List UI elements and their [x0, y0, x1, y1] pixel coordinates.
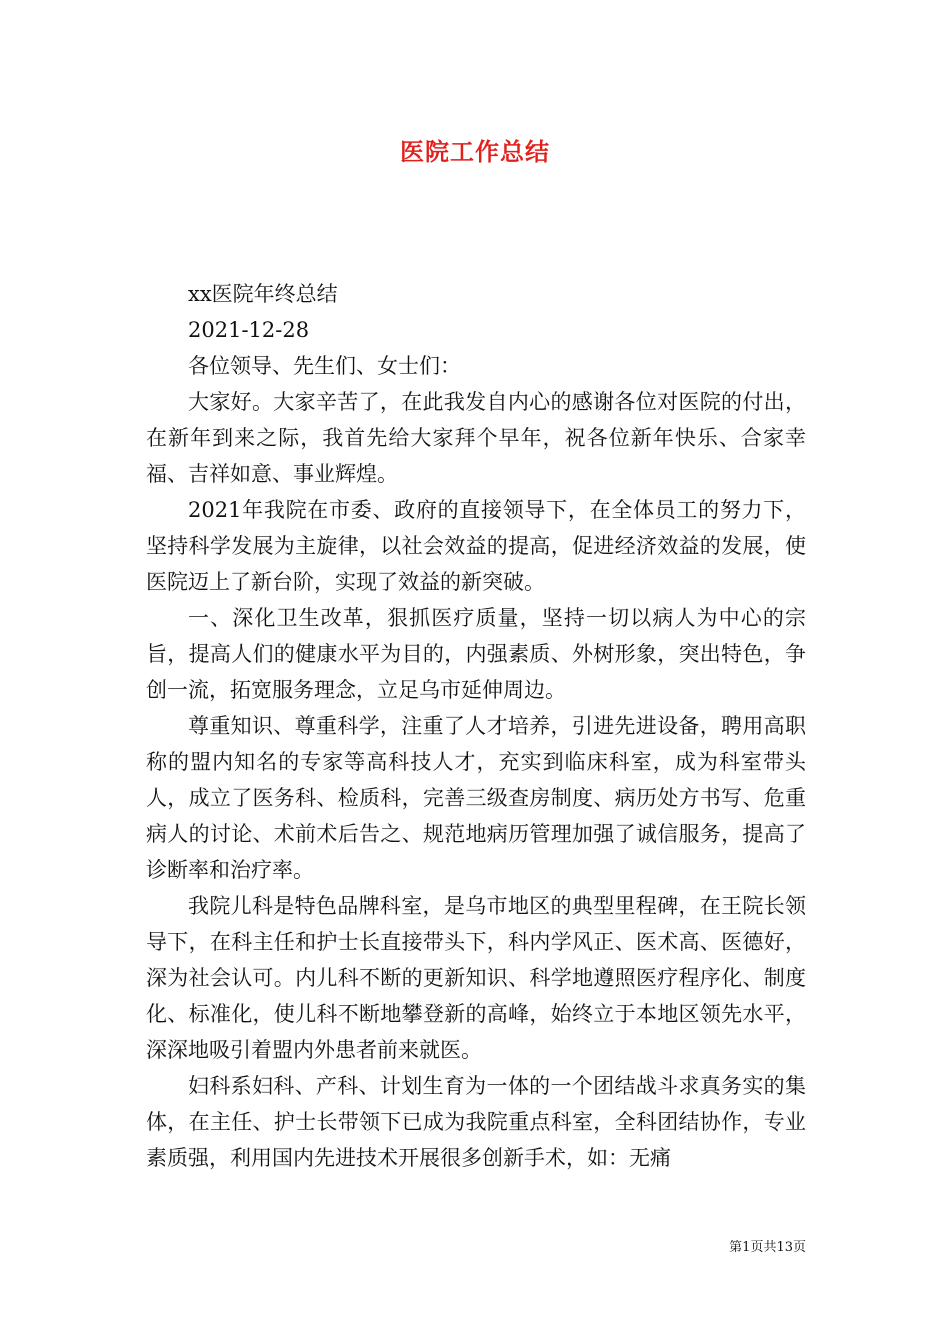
paragraph-greeting: 大家好。大家辛苦了，在此我发自内心的感谢各位对医院的付出，在新年到来之际，我首先给大家拜个早年，祝各位新年快乐、合家幸福、吉祥如意、事业辉煌。: [146, 390, 806, 486]
paragraph-talent: 尊重知识、尊重科学，注重了人才培养，引进先进设备，聘用高职称的盟内知名的专家等高科技人才，充实到临床科室，成为科室带头人，成立了医务科、检质科，完善三级查房制度、病历处方书写、危重病人的讨论、术前术后告之、规范地病历管理加强了诚信服务，提高了诊断率和治疗率。: [146, 714, 806, 882]
paragraph-date: 2021-12-28: [188, 318, 310, 342]
page-number: 第1页共13页: [729, 1240, 806, 1255]
document-body: [146, 276, 806, 1176]
paragraph-overview: 2021年我院在市委、政府的直接领导下，在全体员工的努力下，坚持科学发展为主旋律，以社会效益的提高，促进经济效益的发展，使医院迈上了新台阶，实现了效益的新突破。: [146, 498, 806, 594]
paragraph-pediatrics: 我院儿科是特色品牌科室，是乌市地区的典型里程碑，在王院长领导下，在科主任和护士长直接带头下，科内学风正、医术高、医德好，深为社会认可。内儿科不断的更新知识、科学地遵照医疗程序化、制度化、标准化，使儿科不断地攀登新的高峰，始终立于本地区领先水平，深深地吸引着盟内外患者前来就医。: [146, 894, 806, 1062]
document-title: 医院工作总结: [400, 137, 550, 166]
paragraph-subtitle: xx医院年终总结: [188, 282, 338, 306]
paragraph-salutation: 各位领导、先生们、女士们：: [188, 354, 461, 378]
paragraph-gynecology: 妇科系妇科、产科、计划生育为一体的一个团结战斗求真务实的集体，在主任、护士长带领下已成为我院重点科室，全科团结协作，专业素质强，利用国内先进技术开展很多创新手术，如：无痛: [146, 1074, 806, 1170]
paragraph-reform: 一、深化卫生改革，狠抓医疗质量，坚持一切以病人为中心的宗旨，提高人们的健康水平为目的，内强素质、外树形象，突出特色，争创一流，拓宽服务理念，立足乌市延伸周边。: [146, 606, 806, 702]
